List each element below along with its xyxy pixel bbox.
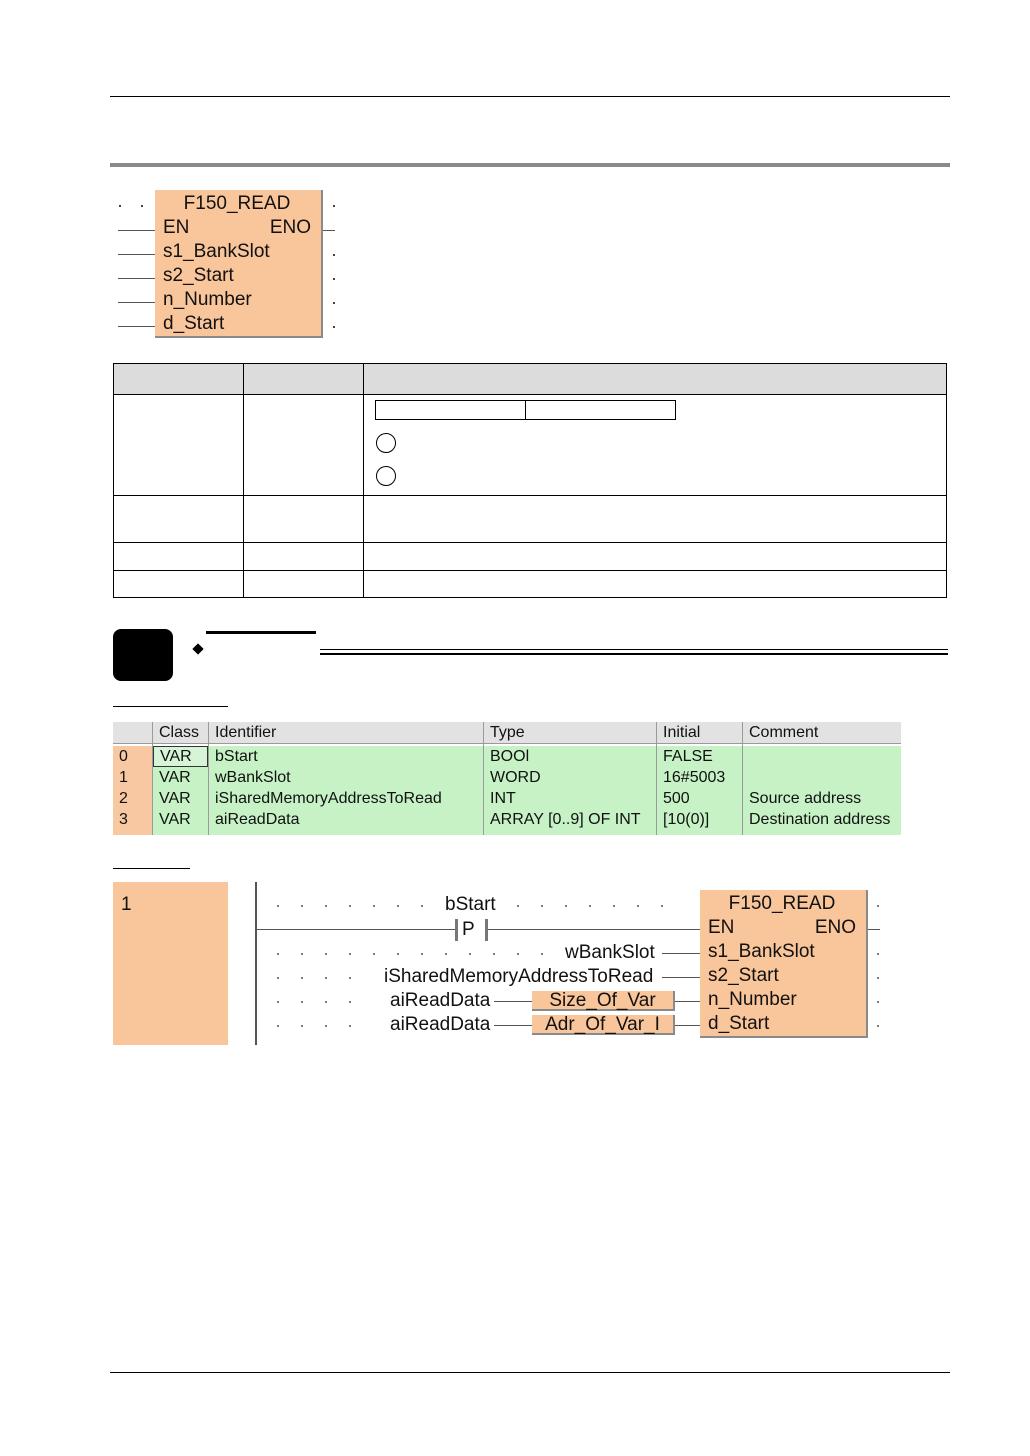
contact-variable[interactable]: bStart — [445, 894, 496, 915]
type-cell[interactable]: BOOl — [490, 748, 530, 765]
input-variable[interactable]: aiReadData — [390, 1014, 491, 1035]
network-number: 1 — [121, 894, 132, 915]
contact-right-bar — [485, 919, 488, 941]
size-of-var-block[interactable]: Size_Of_Var — [532, 991, 675, 1011]
circle-icon — [376, 433, 396, 453]
header-rule — [110, 96, 950, 97]
operand-box — [525, 400, 676, 420]
parameter-table-header — [114, 364, 947, 395]
parameter-table-row — [114, 571, 947, 598]
heading-rule — [320, 649, 948, 650]
subheading-rule — [113, 868, 190, 869]
function-block-en: EN — [708, 917, 735, 938]
table-row[interactable] — [113, 767, 901, 788]
identifier-cell[interactable]: aiReadData — [215, 811, 300, 828]
variable-table-header — [113, 722, 901, 744]
network-number-panel — [113, 882, 228, 1045]
type-cell[interactable]: WORD — [490, 769, 541, 786]
operand-box — [375, 400, 526, 420]
header-comment: Comment — [749, 724, 819, 741]
identifier-cell[interactable]: bStart — [215, 748, 258, 765]
header-initial: Initial — [663, 724, 701, 741]
header-class: Class — [159, 724, 200, 741]
input-variable[interactable]: wBankSlot — [565, 942, 655, 963]
power-rail — [255, 882, 257, 1045]
table-row[interactable] — [113, 809, 901, 830]
row-number: 0 — [113, 746, 153, 767]
function-block-input: n_Number — [163, 289, 252, 310]
comment-cell[interactable]: Destination address — [749, 811, 891, 828]
function-block-input: s1_BankSlot — [163, 241, 270, 262]
class-cell[interactable]: VAR — [153, 746, 208, 767]
initial-cell[interactable]: 16#5003 — [663, 769, 726, 786]
function-block-input: s1_BankSlot — [708, 941, 815, 962]
class-cell[interactable]: VAR — [159, 811, 191, 828]
example-badge — [113, 629, 173, 681]
section-rule — [110, 163, 950, 167]
initial-cell[interactable]: 500 — [663, 790, 690, 807]
input-variable[interactable]: iSharedMemoryAddressToRead — [384, 966, 654, 987]
row-number: 3 — [113, 809, 153, 830]
heading-rule — [320, 653, 948, 655]
adr-of-var-block[interactable]: Adr_Of_Var_I — [532, 1015, 675, 1035]
contact-edge-label[interactable]: P — [462, 919, 475, 940]
class-cell[interactable]: VAR — [159, 790, 191, 807]
identifier-cell[interactable]: wBankSlot — [215, 769, 291, 786]
parameter-table — [113, 363, 947, 598]
function-block-en: EN — [163, 217, 190, 238]
ladder-function-block[interactable] — [700, 890, 868, 1038]
comment-cell[interactable] — [743, 767, 749, 788]
parameter-table-row — [114, 496, 947, 543]
input-variable[interactable]: aiReadData — [390, 990, 491, 1011]
table-row-partial — [113, 830, 901, 835]
heading-rule — [206, 631, 316, 634]
function-block-name: F150_READ — [183, 193, 291, 214]
function-block-eno: ENO — [814, 917, 856, 938]
function-block-input: s2_Start — [163, 265, 234, 286]
function-block-name: F150_READ — [728, 893, 836, 914]
diamond-icon — [192, 643, 203, 654]
function-block — [155, 190, 323, 338]
parameter-table-row — [114, 543, 947, 571]
function-block-input: d_Start — [163, 313, 225, 334]
type-cell[interactable]: INT — [490, 790, 516, 807]
initial-cell[interactable]: FALSE — [663, 748, 713, 765]
function-block-input: d_Start — [708, 1013, 770, 1034]
comment-cell[interactable] — [743, 746, 749, 767]
header-identifier: Identifier — [215, 724, 277, 741]
table-row[interactable] — [113, 746, 901, 767]
class-cell[interactable]: VAR — [159, 769, 191, 786]
header-type: Type — [490, 724, 525, 741]
initial-cell[interactable]: [10(0)] — [663, 811, 710, 828]
comment-cell[interactable]: Source address — [749, 790, 862, 807]
footer-rule — [110, 1372, 950, 1373]
function-block-eno: ENO — [269, 217, 311, 238]
row-number: 2 — [113, 788, 153, 809]
identifier-cell[interactable]: iSharedMemoryAddressToRead — [215, 790, 442, 807]
circle-icon — [376, 466, 396, 486]
contact-left-bar — [455, 919, 458, 941]
table-row[interactable] — [113, 788, 901, 809]
function-block-input: s2_Start — [708, 965, 779, 986]
row-number: 1 — [113, 767, 153, 788]
type-cell[interactable]: ARRAY [0..9] OF INT — [490, 811, 641, 828]
subheading-rule — [113, 706, 228, 707]
function-block-input: n_Number — [708, 989, 797, 1010]
